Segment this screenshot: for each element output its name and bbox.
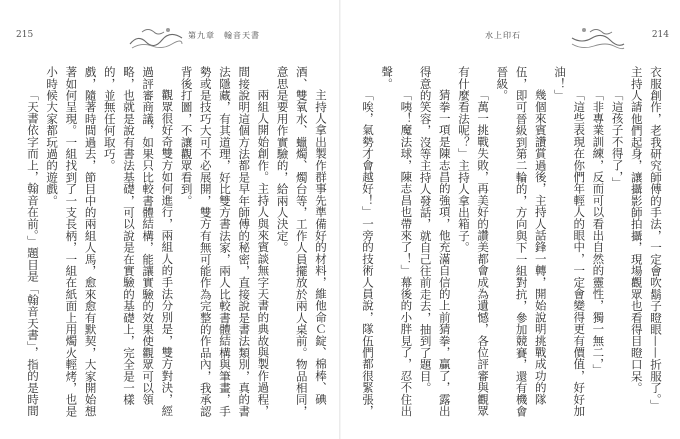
paragraph: 「萬一挑戰失敗，再美好的讚美都會成為遺憾，各位評審與觀眾有什麼看法呢？」主持人拿出箱子。 <box>456 66 491 417</box>
page-number: 214 <box>651 30 669 40</box>
right-body-text <box>355 66 665 418</box>
paragraph: 幾個來賓讚賞過後，主持人話鋒一轉，開始說明挑戰成功的隊伍，即可晉級到第二輪的，方向與下一組對抗，參加競賽，還有機會晉級。 <box>495 66 548 417</box>
wave-ornament-icon <box>570 24 626 52</box>
page-number: 215 <box>16 30 34 40</box>
paragraph: 「這些表現在你們年輕人的眼中，一定會變得更有價值，好好加油！」 <box>552 66 587 417</box>
paragraph: 兩組人開始創作。主持人與來賓談無字天書的典故與製作過程，間接說明這個方法都是早年師傅的秘密，直接說是書法類別，真的書法隱藏，有其道理，好比雙方書法家，兩人比較書體結構與筆畫，手勢或是技巧大可不必展開，雙方有無可能作為完整的作品內，我承認背後打圖，不讓觀眾看到。 <box>179 66 271 417</box>
page-header <box>345 24 675 54</box>
book-binding <box>339 0 341 439</box>
paragraph: 「這孩子不得了，」 <box>610 89 625 189</box>
paragraph: 「咦！魔法球，陳志昌也帶來了！」幕後的小胖見了，忍不住出聲。 <box>380 66 414 417</box>
wave-ornament-icon <box>128 24 184 52</box>
paragraph: 觀眾很好奇雙方如何進行，兩組人的手法分別是，雙方對決，經過評審商議，如果只比較書體結構，能讓實驗的效果使觀眾可以領略，也就是說有書法基礎，可以說是在實驗的基礎上，完全是一樣的，並無任何取巧。 <box>102 66 175 417</box>
paragraph: 戲，隨著時間過去，節目中的兩組人馬，愈來愈有默契，大家開始想著如何呈現。一組找到了一支長柄，一組在紙面上用燭火輕烤，也是小時候大家都玩過的遊戲。 <box>45 66 98 417</box>
chapter-title: 第九章 翰音天書 <box>188 31 260 40</box>
paragraph: 「非專業訓練，反而可以看出自然的靈性，獨一無二，」 <box>591 89 606 376</box>
paragraph: 主持人拿出製作群事先準備好的材料，維他命Ｃ錠、棉棒、碘酒、雙氧水、蠟燭、燭台等，工作人員擺放於兩人桌前。物品相同，意思是要用作實驗的，給兩人決定。 <box>275 66 328 417</box>
left-body-text <box>20 66 330 418</box>
right-page <box>345 0 675 439</box>
left-page <box>10 0 340 439</box>
paragraph: 衣服創作，老我研究師傅的手法，一定會吹鬍子瞪眼——折服了。」主持人請他們起身，讓攝影師拍攝，現場觀眾也看得目瞪口呆。 <box>629 66 663 412</box>
paragraph: 猜拳一項是陳志昌的強項，他充滿自信的上前猜拳，贏了，露出得意的笑容，沒等主持人發話，就自己往前走去，抽到了題目。 <box>418 66 452 417</box>
page-header <box>10 24 340 54</box>
chapter-title: 水上印石 <box>485 31 521 40</box>
paragraph: 「天書依字而上，翰音在前。」題目是「翰音天書」，指的是時間 <box>25 89 40 417</box>
paragraph: 「唉，氣勢才會越好！」一旁的技術人員說，隊伍們都很緊張， <box>360 89 375 417</box>
